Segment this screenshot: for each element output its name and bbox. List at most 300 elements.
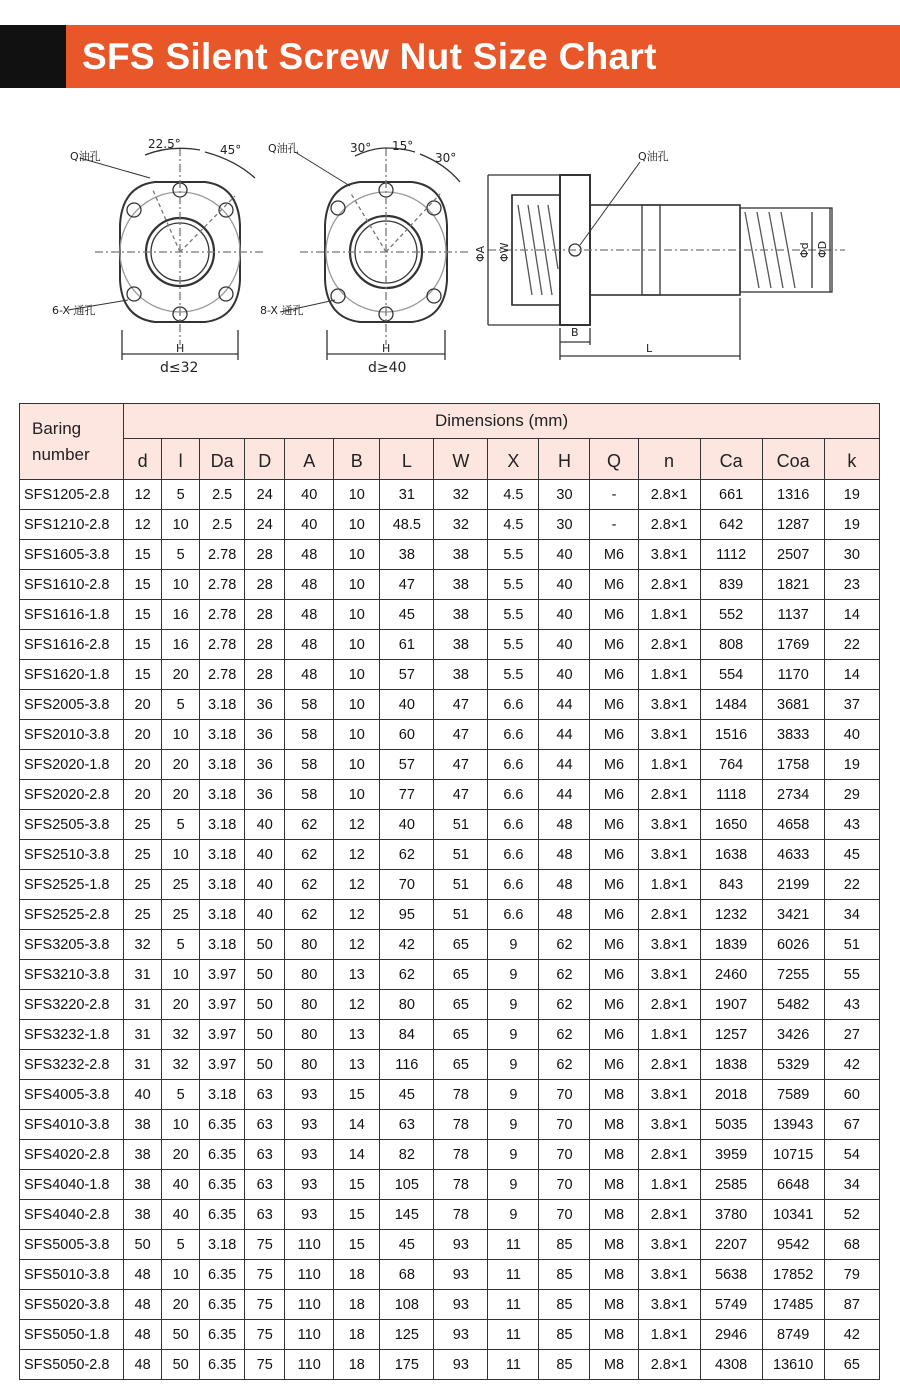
table-cell: 2199: [762, 870, 824, 900]
table-cell: 10: [334, 720, 380, 750]
header-dimensions: Dimensions (mm): [124, 404, 880, 439]
table-cell: 3.18: [200, 840, 245, 870]
table-cell: 3.18: [200, 900, 245, 930]
table-cell: M6: [590, 810, 638, 840]
model-number-cell: SFS5005-3.8: [20, 1230, 124, 1260]
table-cell: 20: [162, 1290, 200, 1320]
model-number-cell: SFS2020-1.8: [20, 750, 124, 780]
column-header: A: [285, 439, 334, 480]
table-cell: 3.97: [200, 1020, 245, 1050]
column-header: l: [162, 439, 200, 480]
table-row: [20, 930, 880, 960]
table-cell: 2734: [762, 780, 824, 810]
table-cell: 31: [124, 1050, 162, 1080]
model-number-cell: SFS1605-3.8: [20, 540, 124, 570]
side-view-hole-label: Q油孔: [638, 150, 669, 163]
table-cell: 1838: [700, 1050, 762, 1080]
table-cell: M8: [590, 1140, 638, 1170]
dim-small-d-label: Φd: [798, 242, 811, 258]
flange-small-width-label: H: [176, 342, 185, 355]
table-cell: 10: [334, 630, 380, 660]
table-cell: 1.8×1: [638, 1320, 700, 1350]
table-cell: 37: [824, 690, 879, 720]
table-cell: 1257: [700, 1020, 762, 1050]
table-cell: 48: [539, 870, 590, 900]
table-cell: M8: [590, 1290, 638, 1320]
table-cell: 5.5: [488, 630, 539, 660]
table-cell: 116: [380, 1050, 434, 1080]
table-cell: 1516: [700, 720, 762, 750]
column-header: W: [434, 439, 488, 480]
table-cell: 20: [162, 660, 200, 690]
table-cell: 40: [245, 870, 285, 900]
table-cell: 12: [334, 870, 380, 900]
table-cell: 25: [162, 900, 200, 930]
table-cell: 70: [539, 1200, 590, 1230]
table-cell: 80: [285, 1050, 334, 1080]
table-cell: 9: [488, 1020, 539, 1050]
table-cell: 48: [285, 540, 334, 570]
table-cell: 2460: [700, 960, 762, 990]
table-cell: 80: [285, 1020, 334, 1050]
table-cell: 2.8×1: [638, 480, 700, 510]
model-number-cell: SFS2010-3.8: [20, 720, 124, 750]
table-row: [20, 1050, 880, 1080]
table-cell: 95: [380, 900, 434, 930]
table-cell: M6: [590, 540, 638, 570]
table-cell: 5638: [700, 1260, 762, 1290]
nut-diagram-svg: [0, 120, 900, 390]
table-cell: 87: [824, 1290, 879, 1320]
table-row: [20, 810, 880, 840]
table-cell: 85: [539, 1350, 590, 1380]
table-cell: M8: [590, 1320, 638, 1350]
table-row: [20, 690, 880, 720]
table-cell: 15: [334, 1080, 380, 1110]
banner-dark-block: [0, 25, 66, 88]
column-header: H: [539, 439, 590, 480]
table-cell: 6.6: [488, 810, 539, 840]
table-row: [20, 1140, 880, 1170]
table-cell: 15: [124, 630, 162, 660]
model-number-cell: SFS3210-3.8: [20, 960, 124, 990]
table-cell: 40: [285, 510, 334, 540]
table-cell: 78: [434, 1140, 488, 1170]
table-cell: 70: [539, 1110, 590, 1140]
table-cell: 15: [334, 1170, 380, 1200]
table-cell: 10: [334, 510, 380, 540]
table-row: [20, 990, 880, 1020]
table-cell: 65: [824, 1350, 879, 1380]
table-cell: 17485: [762, 1290, 824, 1320]
table-cell: 32: [124, 930, 162, 960]
table-row: [20, 1260, 880, 1290]
table-cell: 2.8×1: [638, 1140, 700, 1170]
table-cell: 32: [162, 1020, 200, 1050]
table-cell: 78: [434, 1080, 488, 1110]
table-cell: 48: [124, 1260, 162, 1290]
table-cell: 60: [824, 1080, 879, 1110]
table-cell: 175: [380, 1350, 434, 1380]
table-cell: 19: [824, 480, 879, 510]
table-cell: 20: [162, 1140, 200, 1170]
table-cell: 43: [824, 990, 879, 1020]
table-cell: 93: [285, 1140, 334, 1170]
table-cell: 843: [700, 870, 762, 900]
table-cell: 23: [824, 570, 879, 600]
table-cell: 12: [124, 480, 162, 510]
table-cell: 808: [700, 630, 762, 660]
table-cell: 45: [380, 1230, 434, 1260]
table-cell: 2.78: [200, 600, 245, 630]
table-cell: 10: [162, 1260, 200, 1290]
table-cell: 20: [162, 990, 200, 1020]
table-row: [20, 870, 880, 900]
table-cell: 5.5: [488, 600, 539, 630]
table-cell: 40: [539, 630, 590, 660]
table-cell: 68: [824, 1230, 879, 1260]
table-cell: 25: [124, 900, 162, 930]
table-cell: 20: [124, 720, 162, 750]
table-cell: 12: [334, 810, 380, 840]
table-cell: 25: [124, 870, 162, 900]
table-cell: 51: [434, 840, 488, 870]
table-cell: 85: [539, 1320, 590, 1350]
table-cell: 1170: [762, 660, 824, 690]
table-cell: 10: [162, 1110, 200, 1140]
table-cell: 40: [380, 690, 434, 720]
table-cell: 38: [380, 540, 434, 570]
table-cell: 6648: [762, 1170, 824, 1200]
table-cell: 10: [334, 750, 380, 780]
table-cell: 9: [488, 1170, 539, 1200]
table-cell: 48: [285, 660, 334, 690]
table-row: [20, 780, 880, 810]
table-cell: M6: [590, 990, 638, 1020]
model-number-cell: SFS4040-2.8: [20, 1200, 124, 1230]
table-row: [20, 630, 880, 660]
table-cell: 50: [245, 990, 285, 1020]
table-cell: 82: [380, 1140, 434, 1170]
table-cell: 2.8×1: [638, 1050, 700, 1080]
table-cell: 85: [539, 1230, 590, 1260]
table-cell: 93: [285, 1110, 334, 1140]
table-cell: 45: [380, 600, 434, 630]
table-cell: 6.6: [488, 840, 539, 870]
flange-small-range-label: d≤32: [160, 360, 199, 376]
table-cell: 44: [539, 690, 590, 720]
table-cell: 93: [285, 1080, 334, 1110]
table-cell: 54: [824, 1140, 879, 1170]
table-cell: 2.78: [200, 540, 245, 570]
table-cell: 38: [434, 600, 488, 630]
technical-drawing: [0, 120, 900, 390]
table-cell: 62: [285, 870, 334, 900]
table-cell: 15: [334, 1200, 380, 1230]
table-row: [20, 1320, 880, 1350]
table-cell: 47: [434, 690, 488, 720]
table-cell: 10: [334, 690, 380, 720]
table-cell: 28: [245, 630, 285, 660]
table-cell: 75: [245, 1290, 285, 1320]
table-cell: 50: [245, 1020, 285, 1050]
model-number-cell: SFS3232-1.8: [20, 1020, 124, 1050]
flange-small-angle-2: 45°: [220, 143, 242, 157]
table-cell: M6: [590, 780, 638, 810]
table-cell: 63: [245, 1080, 285, 1110]
table-cell: 4633: [762, 840, 824, 870]
table-cell: 10341: [762, 1200, 824, 1230]
table-cell: 18: [334, 1260, 380, 1290]
column-header: D: [245, 439, 285, 480]
model-number-cell: SFS5050-2.8: [20, 1350, 124, 1380]
table-cell: 6.35: [200, 1320, 245, 1350]
table-cell: 48: [539, 840, 590, 870]
table-cell: 70: [539, 1170, 590, 1200]
table-cell: 62: [380, 840, 434, 870]
table-cell: 20: [162, 750, 200, 780]
dim-b-label: B: [571, 326, 579, 339]
table-cell: 2.5: [200, 510, 245, 540]
column-header: d: [124, 439, 162, 480]
table-row: [20, 600, 880, 630]
table-cell: 14: [334, 1110, 380, 1140]
table-cell: 11: [488, 1320, 539, 1350]
table-cell: 2.8×1: [638, 630, 700, 660]
table-cell: 2018: [700, 1080, 762, 1110]
table-cell: M8: [590, 1170, 638, 1200]
table-cell: 9: [488, 960, 539, 990]
table-cell: 25: [162, 870, 200, 900]
table-cell: 10: [162, 840, 200, 870]
model-number-cell: SFS2505-3.8: [20, 810, 124, 840]
table-cell: 38: [124, 1110, 162, 1140]
table-cell: 19: [824, 750, 879, 780]
table-cell: 12: [334, 840, 380, 870]
size-chart-table: [19, 403, 880, 1380]
table-cell: 3.8×1: [638, 1290, 700, 1320]
table-cell: 62: [380, 960, 434, 990]
table-cell: 1.8×1: [638, 870, 700, 900]
table-cell: 1484: [700, 690, 762, 720]
table-cell: 2.8×1: [638, 900, 700, 930]
table-cell: 1638: [700, 840, 762, 870]
table-row: [20, 540, 880, 570]
table-cell: 2946: [700, 1320, 762, 1350]
column-header: Ca: [700, 439, 762, 480]
table-cell: 80: [380, 990, 434, 1020]
table-cell: 67: [824, 1110, 879, 1140]
table-cell: 51: [434, 810, 488, 840]
table-cell: 1118: [700, 780, 762, 810]
model-number-cell: SFS4020-2.8: [20, 1140, 124, 1170]
table-cell: 10: [162, 570, 200, 600]
table-cell: 145: [380, 1200, 434, 1230]
table-cell: 65: [434, 1020, 488, 1050]
table-cell: 16: [162, 630, 200, 660]
table-cell: 25: [124, 840, 162, 870]
table-cell: 48: [285, 630, 334, 660]
table-cell: 5: [162, 1230, 200, 1260]
table-cell: 58: [285, 690, 334, 720]
table-cell: 11: [488, 1290, 539, 1320]
table-cell: 61: [380, 630, 434, 660]
table-cell: 40: [380, 810, 434, 840]
column-header: k: [824, 439, 879, 480]
table-cell: 93: [434, 1230, 488, 1260]
table-cell: 38: [434, 540, 488, 570]
table-cell: 5.5: [488, 570, 539, 600]
table-cell: 5: [162, 930, 200, 960]
table-cell: 125: [380, 1320, 434, 1350]
model-number-cell: SFS2525-1.8: [20, 870, 124, 900]
table-cell: 12: [334, 930, 380, 960]
table-cell: 11: [488, 1230, 539, 1260]
table-cell: 17852: [762, 1260, 824, 1290]
dim-l-label: L: [646, 342, 653, 355]
table-cell: 110: [285, 1320, 334, 1350]
table-cell: 16: [162, 600, 200, 630]
table-row: [20, 1080, 880, 1110]
table-cell: 3.97: [200, 960, 245, 990]
table-cell: 42: [380, 930, 434, 960]
table-cell: M8: [590, 1350, 638, 1380]
flange-large-angle-2: 15°: [392, 139, 414, 153]
table-cell: 10: [334, 570, 380, 600]
table-cell: 65: [434, 990, 488, 1020]
table-cell: 2.78: [200, 660, 245, 690]
table-cell: 3.18: [200, 750, 245, 780]
table-cell: 20: [124, 750, 162, 780]
table-cell: 3.8×1: [638, 1080, 700, 1110]
table-cell: 85: [539, 1260, 590, 1290]
table-cell: 58: [285, 720, 334, 750]
table-cell: 108: [380, 1290, 434, 1320]
table-row: [20, 900, 880, 930]
flange-large-hole-label: Q油孔: [268, 142, 299, 155]
table-cell: 4.5: [488, 480, 539, 510]
table-cell: 40: [285, 480, 334, 510]
table-cell: 70: [539, 1080, 590, 1110]
table-cell: 36: [245, 690, 285, 720]
table-cell: 12: [334, 900, 380, 930]
table-cell: M8: [590, 1080, 638, 1110]
table-cell: 6.35: [200, 1110, 245, 1140]
table-cell: 45: [824, 840, 879, 870]
table-cell: 10715: [762, 1140, 824, 1170]
flange-large-angle-1: 30°: [350, 141, 372, 155]
table-cell: 2.8×1: [638, 510, 700, 540]
table-cell: 52: [824, 1200, 879, 1230]
table-cell: 11: [488, 1260, 539, 1290]
table-cell: 3.8×1: [638, 720, 700, 750]
table-row: [20, 1200, 880, 1230]
table-cell: 34: [824, 900, 879, 930]
table-cell: 75: [245, 1260, 285, 1290]
model-number-cell: SFS4010-3.8: [20, 1110, 124, 1140]
table-cell: 7255: [762, 960, 824, 990]
table-cell: M6: [590, 600, 638, 630]
table-row: [20, 1110, 880, 1140]
table-cell: 31: [124, 990, 162, 1020]
table-cell: 12: [334, 990, 380, 1020]
table-cell: 1137: [762, 600, 824, 630]
flange-large-width-label: H: [382, 342, 391, 355]
table-cell: 34: [824, 1170, 879, 1200]
table-cell: M8: [590, 1110, 638, 1140]
table-cell: 75: [245, 1350, 285, 1380]
table-cell: 65: [434, 1050, 488, 1080]
table-cell: 13: [334, 1050, 380, 1080]
table-cell: 84: [380, 1020, 434, 1050]
table-cell: 93: [285, 1200, 334, 1230]
table-cell: 51: [434, 900, 488, 930]
table-cell: 9: [488, 930, 539, 960]
model-number-cell: SFS3205-3.8: [20, 930, 124, 960]
table-cell: 110: [285, 1350, 334, 1380]
table-cell: M6: [590, 870, 638, 900]
flange-large-bolt-label: 8-X 通孔: [260, 304, 304, 317]
table-cell: 22: [824, 630, 879, 660]
table-cell: 93: [434, 1350, 488, 1380]
table-cell: 45: [380, 1080, 434, 1110]
table-cell: 50: [245, 1050, 285, 1080]
table-cell: 1769: [762, 630, 824, 660]
table-cell: 32: [434, 480, 488, 510]
table-cell: 62: [539, 1050, 590, 1080]
table-cell: 110: [285, 1260, 334, 1290]
model-number-cell: SFS3220-2.8: [20, 990, 124, 1020]
table-cell: 60: [380, 720, 434, 750]
table-cell: 10: [162, 720, 200, 750]
table-cell: 15: [334, 1230, 380, 1260]
model-number-cell: SFS5010-3.8: [20, 1260, 124, 1290]
table-cell: 12: [124, 510, 162, 540]
table-cell: 62: [285, 900, 334, 930]
table-cell: 14: [824, 600, 879, 630]
table-row: [20, 960, 880, 990]
table-cell: 9: [488, 1110, 539, 1140]
table-cell: 50: [162, 1320, 200, 1350]
table-cell: 14: [824, 660, 879, 690]
table-cell: 62: [539, 990, 590, 1020]
table-cell: 44: [539, 750, 590, 780]
flange-small-view: [68, 148, 265, 360]
table-cell: 6.6: [488, 750, 539, 780]
table-cell: 15: [124, 570, 162, 600]
table-cell: 3.97: [200, 990, 245, 1020]
table-cell: 5: [162, 540, 200, 570]
table-cell: 24: [245, 510, 285, 540]
table-cell: 40: [245, 810, 285, 840]
table-cell: 2.78: [200, 570, 245, 600]
table-row: [20, 1230, 880, 1260]
table-cell: 30: [824, 540, 879, 570]
table-cell: 38: [124, 1200, 162, 1230]
table-row: [20, 1350, 880, 1380]
table-cell: 78: [434, 1170, 488, 1200]
table-cell: 10: [334, 780, 380, 810]
table-cell: 13943: [762, 1110, 824, 1140]
table-cell: 3421: [762, 900, 824, 930]
table-cell: 9: [488, 990, 539, 1020]
nut-side-view: [488, 162, 845, 360]
table-cell: 38: [434, 660, 488, 690]
table-cell: 75: [245, 1320, 285, 1350]
table-cell: 839: [700, 570, 762, 600]
column-header: X: [488, 439, 539, 480]
table-row: [20, 1020, 880, 1050]
